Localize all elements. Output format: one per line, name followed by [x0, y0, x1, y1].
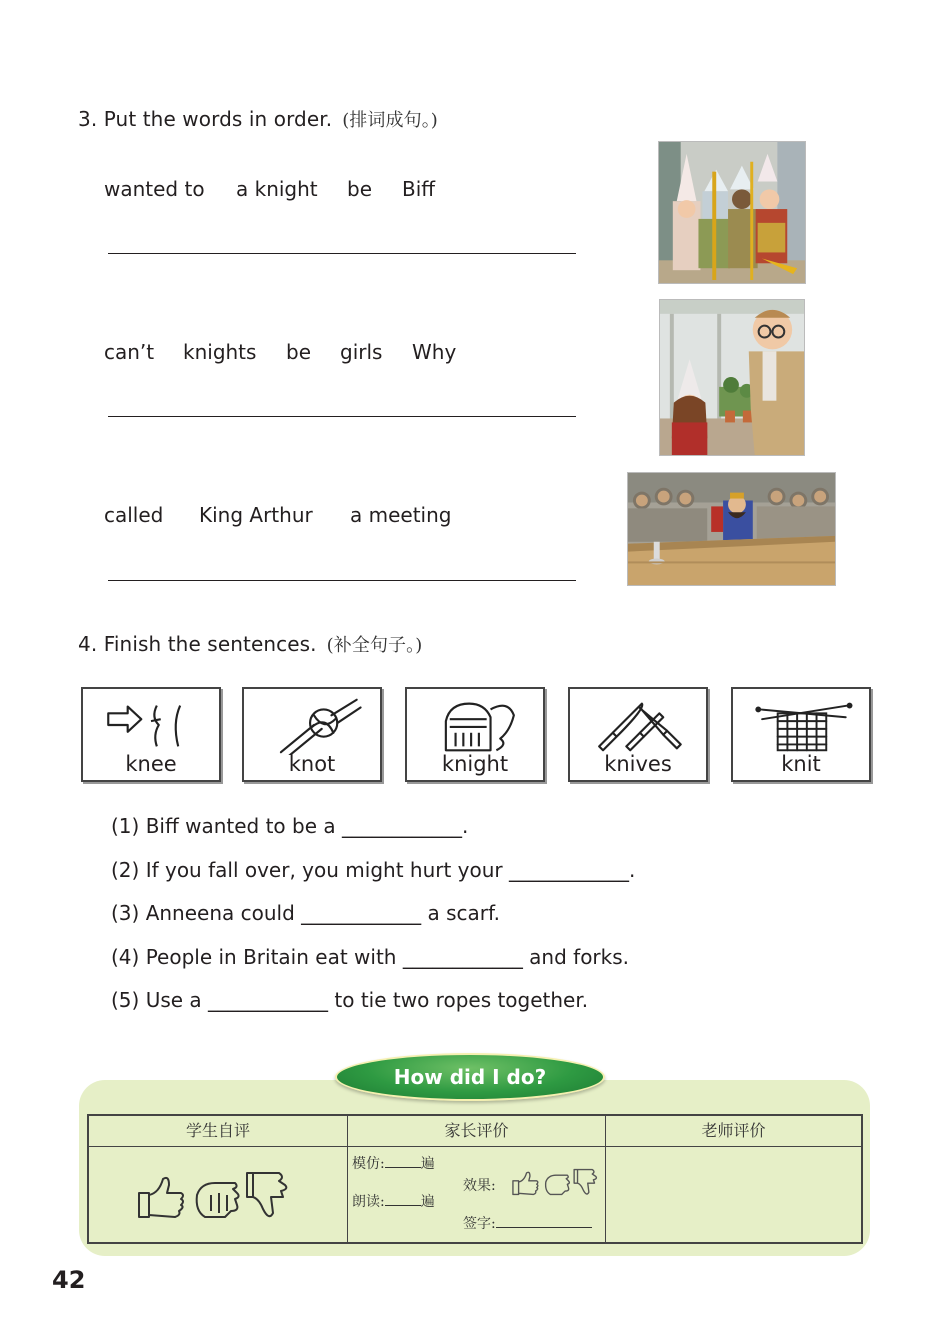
- sentence-2: (2) If you fall over, you might hurt your ____________.: [111, 858, 636, 882]
- sentence-4: (4) People in Britain eat with ____________ and forks.: [111, 945, 630, 969]
- page-number: 42: [52, 1266, 86, 1294]
- read-aloud-times-unit: 遍: [420, 1194, 435, 1210]
- read-aloud-label: 朗读:: [352, 1194, 385, 1210]
- word-chip: Biff: [402, 177, 436, 201]
- thumbs-rating-icon[interactable]: [135, 1165, 295, 1225]
- vocab-card-knight: [405, 687, 545, 782]
- vocab-card-knives: [568, 687, 708, 782]
- signature-label: 签字:: [463, 1216, 496, 1232]
- vocab-word: knight: [441, 752, 509, 776]
- word-chip: a meeting: [350, 503, 452, 527]
- word-chip: Why: [412, 340, 457, 364]
- illustration-teacher-girl: [659, 299, 805, 456]
- student-rating-cell[interactable]: [89, 1147, 348, 1242]
- word-chip: girls: [340, 340, 383, 364]
- how-did-i-do-badge: [335, 1053, 605, 1101]
- effect-thumbs-icon[interactable]: [510, 1165, 602, 1199]
- illustration-knights-costume: [658, 141, 806, 284]
- answer-line-2[interactable]: [108, 416, 576, 417]
- header-teacher: [606, 1116, 861, 1147]
- illustration-king-arthur-meeting: [627, 472, 836, 586]
- header-student: [89, 1116, 348, 1147]
- vocab-card-knee: [81, 687, 221, 782]
- thumbs-down-icon: [247, 1173, 286, 1216]
- word-row-1: [104, 177, 584, 205]
- vocab-word: knee: [125, 752, 177, 776]
- word-chip: a knight: [236, 177, 318, 201]
- knight-helmet-icon: [407, 695, 543, 755]
- effect-row: [463, 1175, 496, 1195]
- imitate-times-unit: 遍: [420, 1156, 435, 1172]
- section-4-title: [78, 631, 422, 657]
- section-3-title-en: 3. Put the words in order.: [78, 107, 333, 131]
- knives-icon: [570, 695, 706, 755]
- signature-blank[interactable]: [496, 1227, 592, 1228]
- section-4-title-cn: (补全句子。): [326, 635, 423, 656]
- word-chip: be: [347, 177, 372, 201]
- word-chip: can’t: [104, 340, 155, 364]
- word-chip: wanted to: [104, 177, 205, 201]
- header-student-label: 学生自评: [185, 1121, 250, 1140]
- answer-line-1[interactable]: [108, 253, 576, 254]
- imitate-row: [352, 1153, 435, 1173]
- effect-label: 效果:: [463, 1178, 496, 1194]
- word-chip: be: [286, 340, 311, 364]
- section-4-title-en: 4. Finish the sentences.: [78, 632, 317, 656]
- header-parent: [348, 1116, 606, 1147]
- vocab-card-knit: [731, 687, 871, 782]
- read-aloud-row: [352, 1191, 435, 1211]
- thumbs-up-icon: [139, 1178, 183, 1217]
- thumbs-side-icon: [197, 1183, 239, 1217]
- evaluation-table: [87, 1114, 863, 1244]
- word-chip: King Arthur: [199, 503, 313, 527]
- section-3-title: [78, 106, 438, 132]
- imitate-label: 模仿:: [352, 1156, 385, 1172]
- word-chip: knights: [183, 340, 257, 364]
- sentence-3: (3) Anneena could ____________ a scarf.: [111, 901, 500, 925]
- sentence-1: (1) Biff wanted to be a ____________.: [111, 814, 469, 838]
- how-did-i-do-label: How did I do?: [393, 1065, 547, 1089]
- header-parent-label: 家长评价: [444, 1121, 509, 1140]
- word-row-3: [104, 503, 584, 531]
- imitate-count-blank[interactable]: [385, 1167, 421, 1168]
- section-3-title-cn: (排词成句。): [342, 110, 438, 131]
- vocab-word: knot: [288, 752, 336, 776]
- word-chip: called: [104, 503, 164, 527]
- word-row-2: [104, 340, 584, 368]
- knee-icon: [83, 695, 219, 755]
- answer-line-3[interactable]: [108, 580, 576, 581]
- vocab-card-knot: [242, 687, 382, 782]
- signature-row: [463, 1213, 592, 1233]
- sentence-5: (5) Use a ____________ to tie two ropes together.: [111, 988, 589, 1012]
- vocab-word: knit: [781, 752, 821, 776]
- parent-rating-cell: [348, 1147, 606, 1242]
- teacher-rating-cell[interactable]: [606, 1147, 861, 1242]
- header-teacher-label: 老师评价: [701, 1121, 766, 1140]
- vocab-word: knives: [604, 752, 672, 776]
- knitting-icon: [733, 695, 869, 755]
- knot-icon: [244, 695, 380, 755]
- read-aloud-count-blank[interactable]: [385, 1205, 421, 1206]
